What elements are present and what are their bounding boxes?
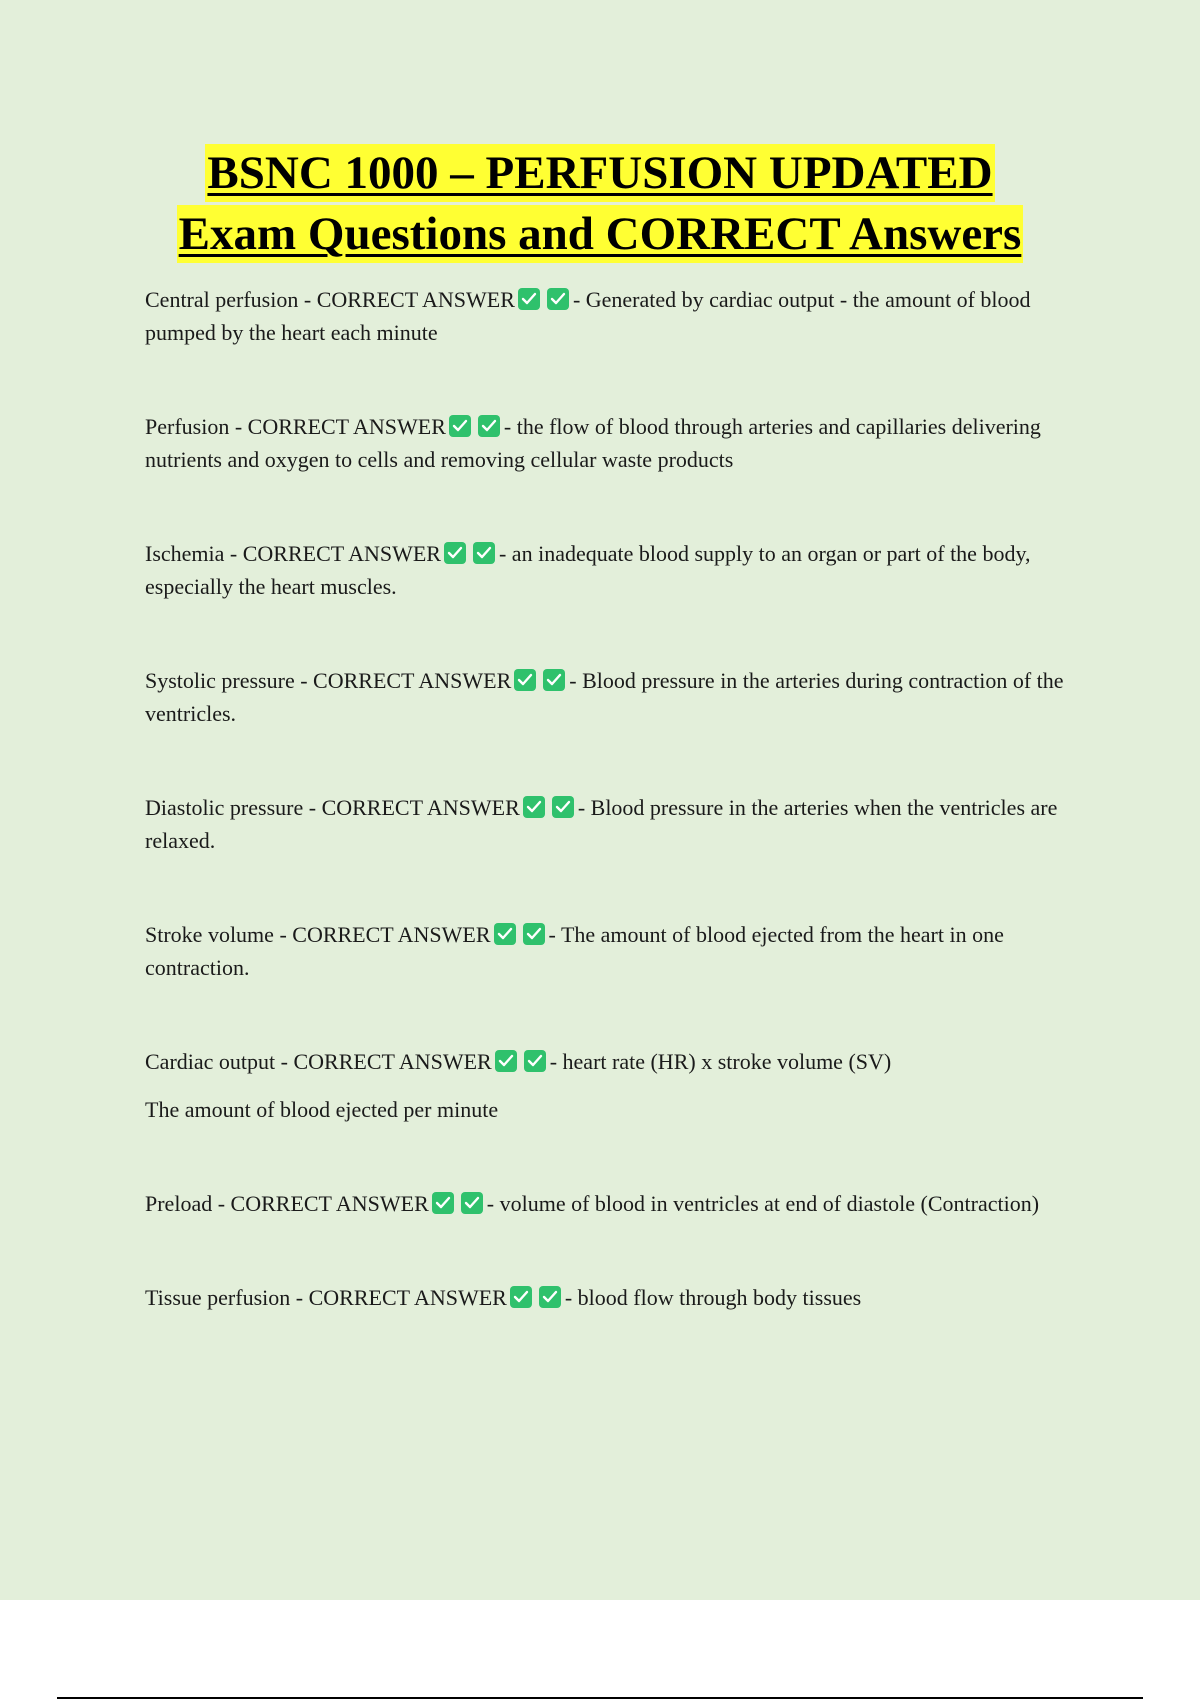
- check-box-icon: [523, 923, 545, 945]
- entry-term: Stroke volume: [145, 922, 274, 947]
- qa-entry: Tissue perfusion - CORRECT ANSWER - blood flow through body tissues: [145, 1285, 862, 1310]
- entry-term: Cardiac output: [145, 1049, 276, 1074]
- entry-definition: - Blood pressure in the arteries during contraction of the ventricles.: [145, 668, 1064, 726]
- entry-definition: - Generated by cardiac output - the amount of blood pumped by the heart each minute: [145, 287, 1031, 345]
- entry-extra-line: The amount of blood ejected per minute: [145, 1097, 499, 1122]
- entry-term: Perfusion: [145, 414, 230, 439]
- entry-definition: - heart rate (HR) x stroke volume (SV): [549, 1049, 892, 1074]
- qa-list: [145, 283, 1065, 1375]
- correct-answer-label: CORRECT ANSWER: [242, 541, 441, 566]
- qa-entry: Cardiac output - CORRECT ANSWER - heart rate (HR) x stroke volume (SV) The amount of blood ejected per minute: [145, 1045, 1065, 1126]
- qa-entry: Diastolic pressure - CORRECT ANSWER - Blood pressure in the arteries when the ventricles are relaxed.: [145, 795, 1058, 853]
- check-box-icon: [514, 669, 536, 691]
- entry-definition: - The amount of blood ejected from the heart in one contraction.: [145, 922, 1004, 980]
- document-title: [0, 144, 1200, 266]
- title-line-1: BSNC 1000 – PERFUSION UPDATED: [205, 144, 994, 202]
- title-line-2: Exam Questions and CORRECT Answers: [177, 205, 1024, 263]
- check-box-icon: [495, 1050, 517, 1072]
- entry-term: Preload: [145, 1191, 213, 1216]
- entry-term: Tissue perfusion: [145, 1285, 291, 1310]
- check-box-icon: [518, 288, 540, 310]
- correct-answer-label: CORRECT ANSWER: [292, 922, 491, 947]
- entry-definition: - volume of blood in ventricles at end of diastole (Contraction): [486, 1191, 1040, 1216]
- check-box-icon: [523, 796, 545, 818]
- check-box-icon: [543, 669, 565, 691]
- entry-definition: - blood flow through body tissues: [564, 1285, 862, 1310]
- check-box-icon: [478, 415, 500, 437]
- check-box-icon: [539, 1286, 561, 1308]
- correct-answer-label: CORRECT ANSWER: [316, 287, 515, 312]
- correct-answer-label: CORRECT ANSWER: [230, 1191, 429, 1216]
- qa-entry: Central perfusion - CORRECT ANSWER - Generated by cardiac output - the amount of blood pumped by the heart each minute: [145, 287, 1031, 345]
- entry-definition: - an inadequate blood supply to an organ or part of the body, especially the heart muscles.: [145, 541, 1031, 599]
- qa-entry: Stroke volume - CORRECT ANSWER - The amount of blood ejected from the heart in one contraction.: [145, 922, 1004, 980]
- check-box-icon: [473, 542, 495, 564]
- entry-term: Ischemia: [145, 541, 225, 566]
- correct-answer-label: CORRECT ANSWER: [247, 414, 446, 439]
- footer-rule: [57, 1697, 1143, 1699]
- correct-answer-label: CORRECT ANSWER: [308, 1285, 507, 1310]
- check-box-icon: [494, 923, 516, 945]
- entry-definition: - the flow of blood through arteries and capillaries delivering nutrients and oxygen to cells and removing cellular waste products: [145, 414, 1041, 472]
- check-box-icon: [552, 796, 574, 818]
- qa-entry: Perfusion - CORRECT ANSWER - the flow of blood through arteries and capillaries delivering nutrients and oxygen to cells and removing cellular waste products: [145, 414, 1041, 472]
- entry-term: Central perfusion: [145, 287, 299, 312]
- correct-answer-label: CORRECT ANSWER: [313, 668, 512, 693]
- correct-answer-label: CORRECT ANSWER: [321, 795, 520, 820]
- qa-entry: Systolic pressure - CORRECT ANSWER - Blood pressure in the arteries during contraction of the ventricles.: [145, 668, 1064, 726]
- check-box-icon: [444, 542, 466, 564]
- entry-definition: - Blood pressure in the arteries when the ventricles are relaxed.: [145, 795, 1058, 853]
- check-box-icon: [524, 1050, 546, 1072]
- check-box-icon: [461, 1192, 483, 1214]
- check-box-icon: [432, 1192, 454, 1214]
- entry-term: Diastolic pressure: [145, 795, 304, 820]
- check-box-icon: [547, 288, 569, 310]
- entry-term: Systolic pressure: [145, 668, 295, 693]
- qa-entry: Ischemia - CORRECT ANSWER - an inadequate blood supply to an organ or part of the body, especially the heart muscles.: [145, 541, 1031, 599]
- check-box-icon: [510, 1286, 532, 1308]
- correct-answer-label: CORRECT ANSWER: [293, 1049, 492, 1074]
- qa-entry: Preload - CORRECT ANSWER - volume of blood in ventricles at end of diastole (Contraction): [145, 1191, 1040, 1216]
- check-box-icon: [449, 415, 471, 437]
